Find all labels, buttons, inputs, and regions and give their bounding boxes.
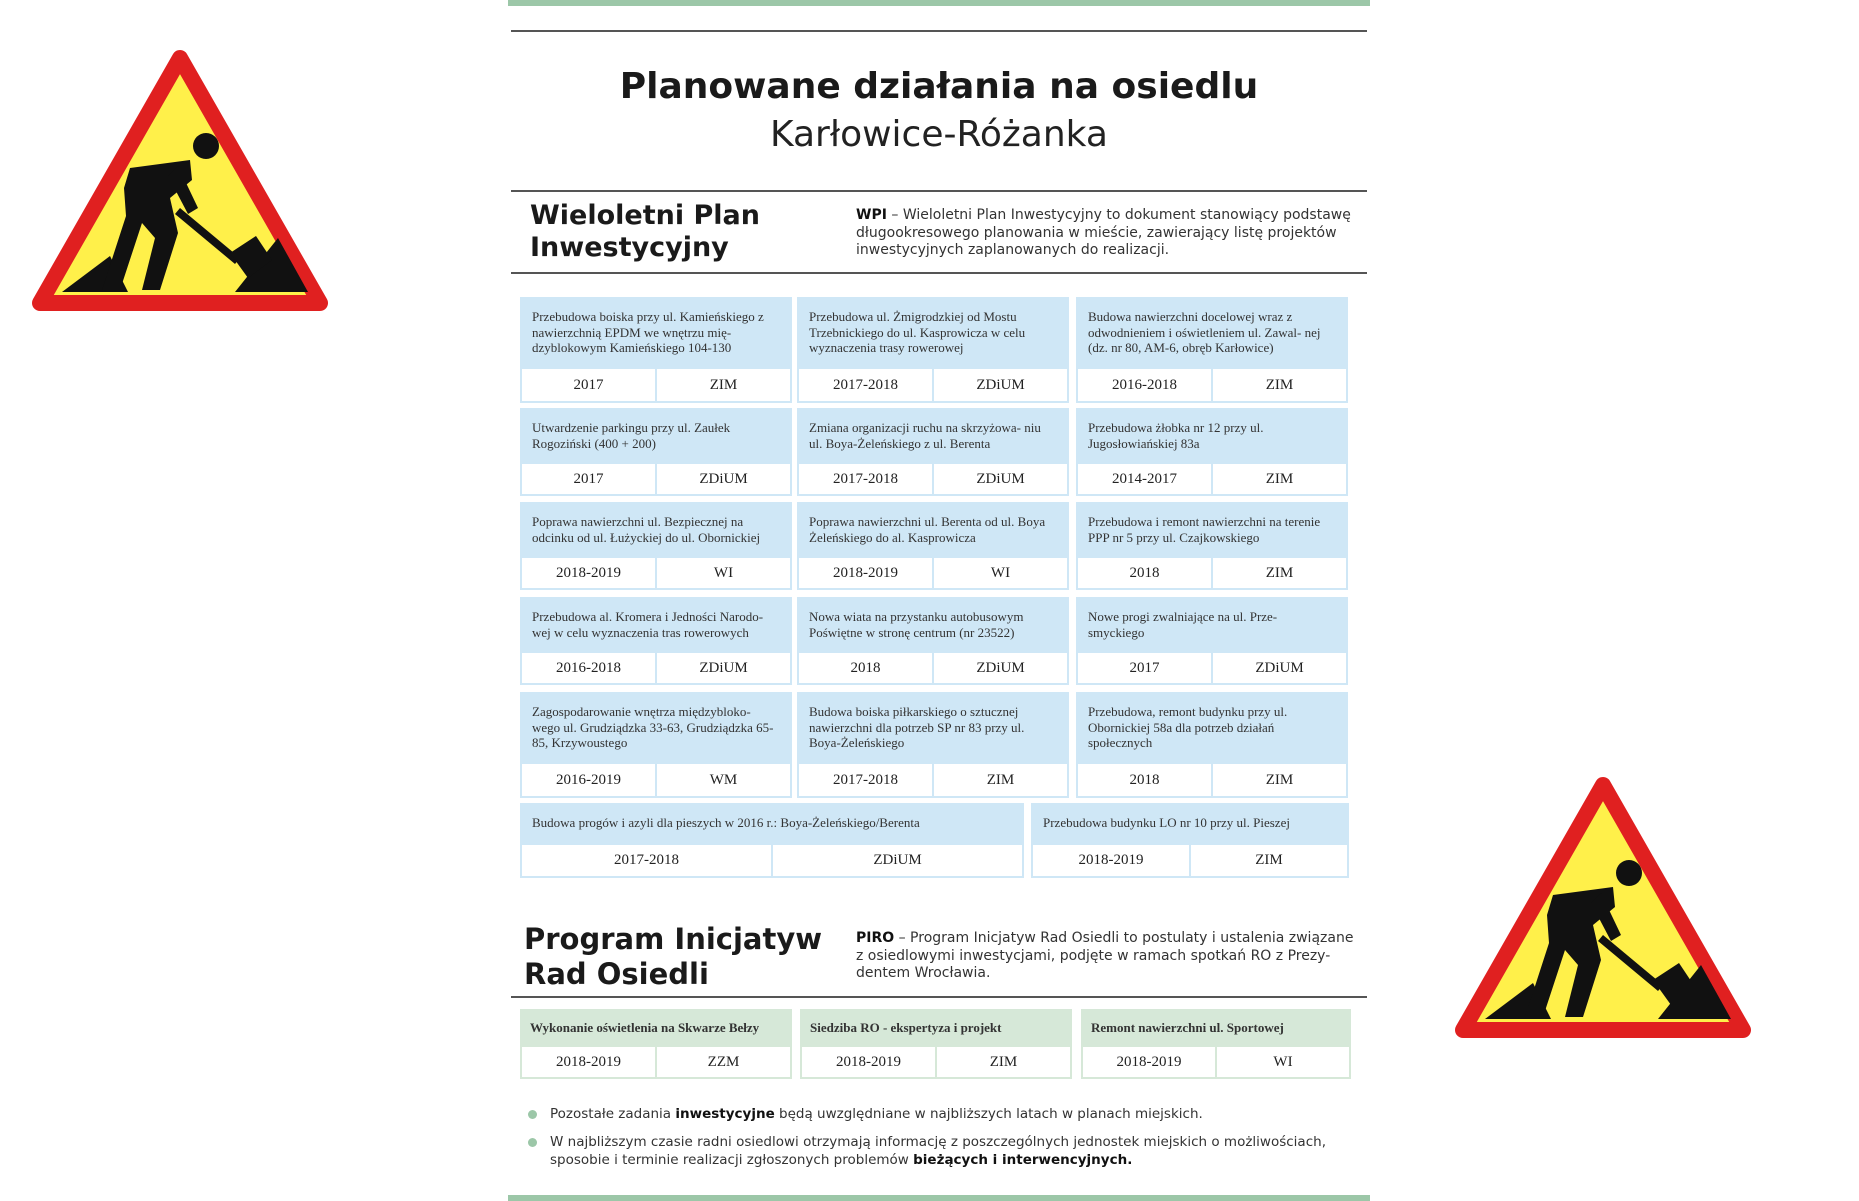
project-years: 2016-2018 — [1112, 376, 1177, 393]
top-accent-bar — [508, 0, 1370, 6]
project-title: Przebudowa boiska przy ul. Kamieńskiego z nawierzchnią EPDM we wnętrzu mię- dzyblokowym Kamieńskiego 104-130 — [520, 297, 792, 369]
project-unit: ZIM — [935, 1047, 1070, 1077]
wpi-project-card — [1031, 803, 1349, 878]
project-meta-row — [520, 764, 792, 798]
project-unit: ZIM — [1189, 845, 1347, 876]
wpi-heading: Wieloletni Plan Inwestycyjny — [530, 200, 760, 264]
page-subtitle: Karłowice-Różanka — [770, 114, 1108, 155]
project-title: Przebudowa al. Kromera i Jedności Narodo- wej w celu wyznaczenia tras rowerowych — [520, 597, 792, 653]
project-meta-row — [520, 464, 792, 496]
project-years: 2017 — [1129, 659, 1160, 676]
project-years: 2018 — [850, 659, 881, 676]
project-unit: ZZM — [655, 1047, 790, 1077]
project-years: 2018-2019 — [556, 564, 621, 581]
project-years: 2018-2019 — [1116, 1053, 1182, 1070]
note-item: Pozostałe zadania inwestycyjne będą uwzględniane w najbliższych latach w planach miejskich. — [528, 1106, 1358, 1124]
wpi-project-card — [1076, 408, 1348, 496]
project-meta-row — [1076, 369, 1348, 403]
piro-project-card — [800, 1009, 1072, 1079]
road-works-sign-icon — [1453, 775, 1753, 1047]
project-title: Nowe progi zwalniające na ul. Prze- smyckiego — [1076, 597, 1348, 653]
project-meta-row — [797, 653, 1069, 685]
project-years: 2018-2019 — [836, 1053, 901, 1070]
project-title: Remont nawierzchni ul. Sportowej — [1081, 1009, 1351, 1047]
project-title: Poprawa nawierzchni ul. Bezpiecznej na odcinku od ul. Łużyckiej do ul. Obornickiej — [520, 502, 792, 558]
document-page — [508, 0, 1370, 1201]
wpi-project-card — [1076, 692, 1348, 798]
project-years: 2018-2019 — [1078, 852, 1144, 868]
project-meta-row — [797, 464, 1069, 496]
project-title: Utwardzenie parkingu przy ul. Zaułek Rogoziński (400 + 200) — [520, 408, 792, 464]
project-years: 2016-2018 — [556, 659, 621, 676]
wpi-project-card — [797, 502, 1069, 590]
divider — [511, 30, 1367, 32]
project-unit: ZDiUM — [655, 464, 790, 494]
project-meta-row — [520, 845, 1024, 878]
project-title: Wykonanie oświetlenia na Skwarze Bełzy — [520, 1009, 792, 1047]
project-unit: ZDiUM — [932, 464, 1067, 494]
road-works-sign-icon — [30, 48, 330, 320]
project-unit: ZDiUM — [932, 369, 1067, 401]
project-meta-row — [1076, 764, 1348, 798]
wpi-project-card — [797, 692, 1069, 798]
project-title: Przebudowa, remont budynku przy ul. Obornickiej 58a dla potrzeb działań społecznych — [1076, 692, 1348, 764]
project-unit: ZDiUM — [1211, 653, 1346, 683]
project-unit: WM — [655, 764, 790, 796]
divider — [511, 996, 1367, 998]
project-title: Przebudowa ul. Żmigrodzkiej od Mostu Trzebnickiego do ul. Kasprowicza w celu wyznaczenia trasy rowerowej — [797, 297, 1069, 369]
divider — [511, 190, 1367, 192]
project-years: 2018-2019 — [833, 564, 898, 581]
piro-description: PIRO – Program Inicjatyw Rad Osiedli to postulaty i ustalenia związane z osiedlowymi inwestycjami, podjęte w ramach spotkań RO z Prezy- dentem Wrocławia. — [856, 930, 1354, 981]
wpi-project-card — [1076, 597, 1348, 685]
project-title: Przebudowa i remont nawierzchni na terenie PPP nr 5 przy ul. Czajkowskiego — [1076, 502, 1348, 558]
project-unit: ZIM — [655, 369, 790, 401]
project-meta-row — [520, 369, 792, 403]
project-meta-row — [1031, 845, 1349, 878]
project-meta-row — [800, 1047, 1072, 1079]
wpi-project-card — [520, 597, 792, 685]
project-title: Zagospodarowanie wnętrza międzybloko- wego ul. Grudziądzka 33-63, Grudziądzka 65-85, Krzywoustego — [520, 692, 792, 764]
project-years: 2017-2018 — [614, 852, 679, 868]
wpi-project-card — [520, 408, 792, 496]
project-title: Budowa progów i azyli dla pieszych w 2016 r.: Boya-Żeleńskiego/Berenta — [520, 803, 1024, 845]
project-title: Siedziba RO - ekspertyza i projekt — [800, 1009, 1072, 1047]
project-years: 2017-2018 — [833, 771, 898, 788]
project-unit: ZDiUM — [655, 653, 790, 683]
bullet-dot — [528, 1110, 537, 1119]
wpi-description: WPI – Wieloletni Plan Inwestycyjny to dokument stanowiący podstawę długookresowego planowania w mieście, zawierający listę projektów inwestycyjnych zaplanowanych do realizacji. — [856, 207, 1351, 258]
piro-project-card — [520, 1009, 792, 1079]
project-title: Budowa nawierzchni docelowej wraz z odwodnieniem i oświetleniem ul. Zawal- nej (dz. nr 80, AM-6, obręb Karłowice) — [1076, 297, 1348, 369]
project-meta-row — [797, 558, 1069, 590]
project-unit: WI — [1215, 1047, 1349, 1077]
project-years: 2017-2018 — [833, 376, 898, 393]
project-meta-row — [1076, 653, 1348, 685]
wpi-project-card — [1076, 502, 1348, 590]
project-title: Poprawa nawierzchni ul. Berenta od ul. Boya Żeleńskiego do al. Kasprowicza — [797, 502, 1069, 558]
project-meta-row — [797, 764, 1069, 798]
project-meta-row — [1081, 1047, 1351, 1079]
project-unit: ZIM — [932, 764, 1067, 796]
project-years: 2018 — [1129, 771, 1160, 788]
project-years: 2017 — [573, 470, 604, 487]
project-unit: ZIM — [1211, 764, 1346, 796]
project-meta-row — [520, 653, 792, 685]
bullet-dot — [528, 1138, 537, 1147]
wpi-project-card — [520, 502, 792, 590]
bottom-accent-bar — [508, 1195, 1370, 1201]
project-unit: ZIM — [1211, 369, 1346, 401]
project-title: Budowa boiska piłkarskiego o sztucznej nawierzchni dla potrzeb SP nr 83 przy ul. Boya-Żeleńskiego — [797, 692, 1069, 764]
project-unit: ZIM — [1211, 464, 1346, 494]
project-unit: WI — [932, 558, 1067, 588]
project-unit: WI — [655, 558, 790, 588]
wpi-project-card — [797, 597, 1069, 685]
piro-heading: Program Inicjatyw Rad Osiedli — [524, 922, 823, 991]
wpi-project-card — [520, 297, 792, 403]
project-meta-row — [797, 369, 1069, 403]
note-item: W najbliższym czasie radni osiedlowi otrzymają informację z poszczególnych jednostek miejskich o możliwościach, sposobie i terminie realizacji zgłoszonych problemów bieżących i interwencyjnych. — [528, 1134, 1358, 1169]
page-title: Planowane działania na osiedlu — [619, 66, 1259, 107]
project-unit: ZIM — [1211, 558, 1346, 588]
project-years: 2014-2017 — [1112, 470, 1177, 487]
wpi-project-card — [520, 692, 792, 798]
wpi-project-card — [797, 408, 1069, 496]
project-title: Nowa wiata na przystanku autobusowym Poświętne w stronę centrum (nr 23522) — [797, 597, 1069, 653]
project-unit: ZDiUM — [771, 845, 1022, 876]
piro-project-card — [1081, 1009, 1351, 1079]
project-title: Przebudowa budynku LO nr 10 przy ul. Pieszej — [1031, 803, 1349, 845]
wpi-project-card — [1076, 297, 1348, 403]
project-years: 2018-2019 — [556, 1053, 621, 1070]
project-years: 2018 — [1129, 564, 1160, 581]
project-meta-row — [520, 1047, 792, 1079]
divider — [511, 272, 1367, 274]
project-meta-row — [1076, 464, 1348, 496]
wpi-project-card — [797, 297, 1069, 403]
project-years: 2016-2019 — [556, 771, 621, 788]
project-years: 2017-2018 — [833, 470, 898, 487]
project-title: Przebudowa żłobka nr 12 przy ul. Jugosłowiańskiej 83a — [1076, 408, 1348, 464]
project-years: 2017 — [573, 376, 604, 393]
project-meta-row — [1076, 558, 1348, 590]
project-unit: ZDiUM — [932, 653, 1067, 683]
wpi-project-card — [520, 803, 1024, 878]
project-meta-row — [520, 558, 792, 590]
project-title: Zmiana organizacji ruchu na skrzyżowa- niu ul. Boya-Żeleńskiego z ul. Berenta — [797, 408, 1069, 464]
